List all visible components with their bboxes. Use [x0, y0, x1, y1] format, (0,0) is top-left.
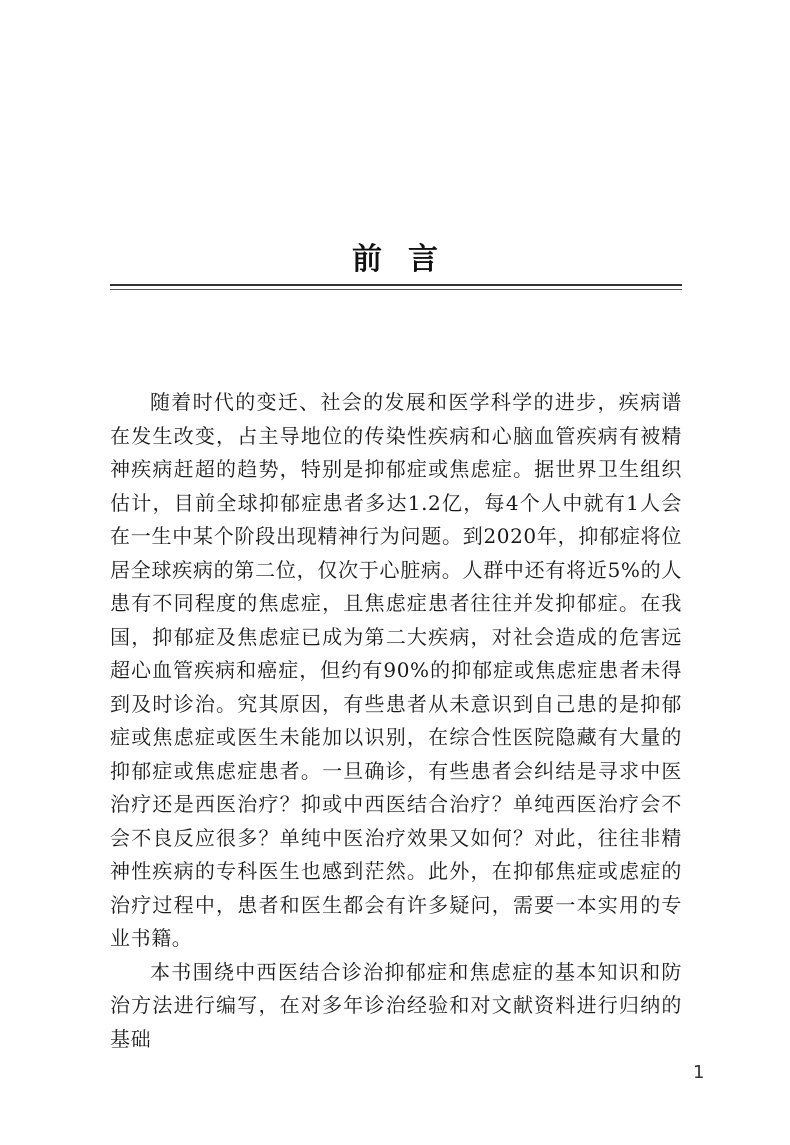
paragraph-2: 本书围绕中西医结合诊治抑郁症和焦虑症的基本知识和防治方法进行编写，在对多年诊治经验和对文献资料进行归纳的基础: [110, 959, 682, 1051]
page-title: 前言: [352, 242, 464, 277]
body-text: [110, 386, 682, 1056]
title-underline-thin: [110, 289, 682, 290]
title-underline-thick: [110, 284, 682, 286]
page-number: 1: [693, 1062, 705, 1083]
paragraph-1: 随着时代的变迁、社会的发展和医学科学的进步，疾病谱在发生改变，占主导地位的传染性疾病和心脑血管疾病有被精神疾病赶超的趋势，特别是抑郁症或焦虑症。据世界卫生组织估计，目前全球抑郁症患者多达1.2亿，每4个人中就有1人会在一生中某个阶段出现精神行为问题。到2020年，抑郁症将位居全球疾病的第二位，仅次于心脏病。人群中还有将近5%的人患有不同程度的焦虑症，且焦虑症患者往往并发抑郁症。在我国，抑郁症及焦虑症已成为第二大疾病，对社会造成的危害远超心血管疾病和癌症，但约有90%的抑郁症或焦虑症患者未得到及时诊治。究其原因，有些患者从未意识到自己患的是抑郁症或焦虑症或医生未能加以识别，在综合性医院隐藏有大量的抑郁症或焦虑症患者。一旦确诊，有些患者会纠结是寻求中医治疗还是西医治疗？抑或中西医结合治疗？单纯西医治疗会不会不良反应很多？单纯中医治疗效果又如何？对此，往往非精神性疾病的专科医生也感到茫然。此外，在抑郁焦症或虑症的治疗过程中，患者和医生都会有许多疑问，需要一本实用的专业书籍。: [110, 390, 682, 950]
